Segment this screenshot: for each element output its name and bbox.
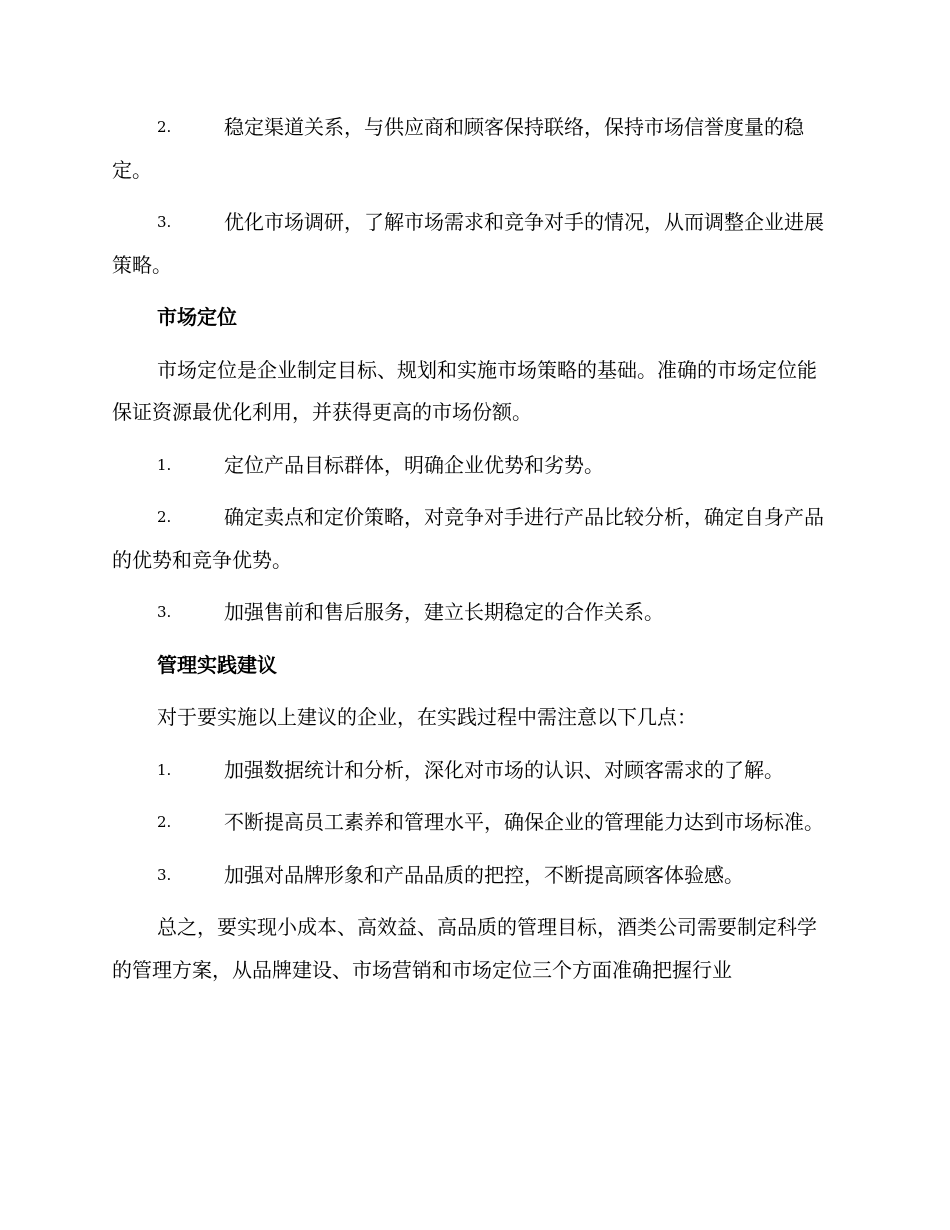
list-item-text: 不断提高员工素养和管理水平，确保企业的管理能力达到市场标准。	[224, 810, 824, 834]
list-number: 3.	[157, 865, 172, 884]
list-item-text: 加强对品牌形象和产品品质的把控，不断提高顾客体验感。	[224, 862, 744, 887]
list-item-staff-quality	[112, 801, 832, 844]
list-item-text: 稳定渠道关系，与供应商和顾客保持联络，保持市场信誉度量的稳定。	[112, 115, 804, 182]
list-number: 2.	[157, 508, 172, 526]
paragraph-conclusion: 总之，要实现小成本、高效益、高品质的管理目标，酒类公司需要制定科学的管理方案，从品牌建设、市场营销和市场定位三个方面准确把握行业	[112, 915, 817, 982]
list-number: 2.	[157, 118, 172, 136]
list-item-target-group	[112, 444, 832, 487]
paragraph-practice-intro: 对于要实施以上建议的企业，在实践过程中需注意以下几点：	[157, 705, 697, 729]
list-number: 1.	[157, 760, 172, 779]
list-item-text: 加强数据统计和分析，深化对市场的认识、对顾客需求的了解。	[224, 757, 784, 782]
list-item-channel-relations	[112, 106, 832, 191]
list-number: 3.	[157, 213, 172, 231]
list-item-text: 加强售前和售后服务，建立长期稳定的合作关系。	[224, 600, 664, 624]
list-item-selling-points	[112, 496, 832, 581]
list-item-market-research	[112, 201, 832, 286]
paragraph-market-positioning: 市场定位是企业制定目标、规划和实施市场策略的基础。准确的市场定位能保证资源最优化利用，并获得更高的市场份额。	[112, 357, 817, 424]
list-number: 1.	[157, 455, 172, 474]
list-number: 2.	[157, 813, 172, 831]
section-heading-management-practice: 管理实践建议	[157, 652, 277, 677]
list-item-text: 定位产品目标群体，明确企业优势和劣势。	[224, 452, 604, 477]
list-item-text: 优化市场调研，了解市场需求和竞争对手的情况，从而调整企业进展策略。	[112, 210, 824, 277]
list-item-text: 确定卖点和定价策略，对竞争对手进行产品比较分析，确定自身产品的优势和竞争优势。	[112, 505, 824, 572]
section-heading-market-positioning: 市场定位	[157, 305, 237, 329]
list-item-data-analysis	[112, 749, 832, 792]
list-item-brand-control	[112, 854, 832, 897]
document-page	[112, 106, 832, 1001]
list-number: 3.	[157, 603, 172, 621]
list-item-service	[112, 591, 832, 634]
